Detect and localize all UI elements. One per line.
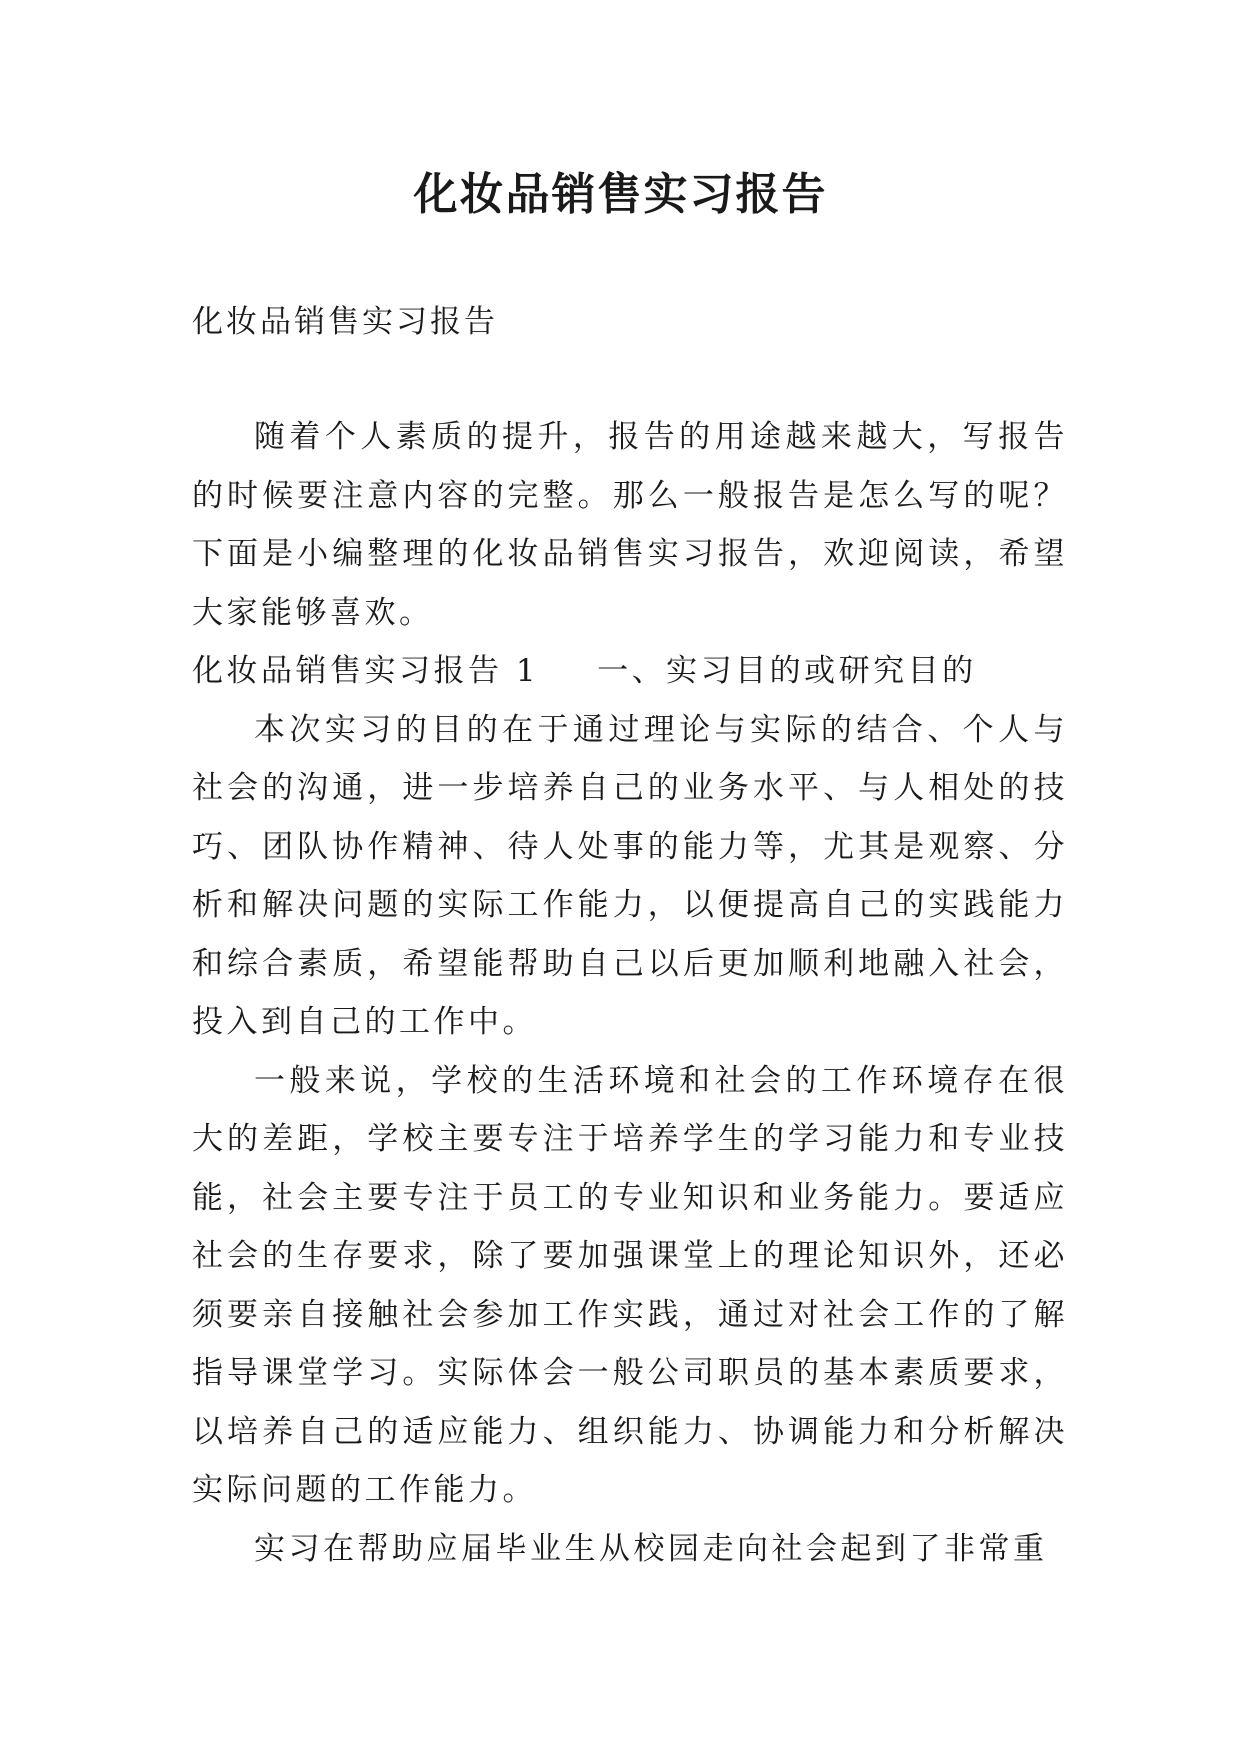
section-heading: 一、实习目的或研究目的 <box>597 653 977 689</box>
section-heading-line <box>192 642 1068 701</box>
document-body <box>192 408 1068 1578</box>
intro-paragraph: 随着个人素质的提升，报告的用途越来越大，写报告的时候要注意内容的完整。那么一般报告是怎么写的呢？下面是小编整理的化妆品销售实习报告，欢迎阅读，希望大家能够喜欢。 <box>192 419 1068 631</box>
body-paragraph-2: 一般来说，学校的生活环境和社会的工作环境存在很大的差距，学校主要专注于培养学生的学习能力和专业技能，社会主要专注于员工的专业知识和业务能力。要适应社会的生存要求，除了要加强课堂上的理论知识外，还必须要亲自接触社会参加工作实践，通过对社会工作的了解指导课堂学习。实际体会一般公司职员的基本素质要求，以培养自己的适应能力、组织能力、协调能力和分析解决实际问题的工作能力。 <box>192 1062 1068 1508</box>
document-subtitle: 化妆品销售实习报告 <box>192 304 498 340</box>
body-paragraph-1: 本次实习的目的在于通过理论与实际的结合、个人与社会的沟通，进一步培养自己的业务水平、与人相处的技巧、团队协作精神、待人处事的能力等，尤其是观察、分析和解决问题的实际工作能力，以便提高自己的实践能力和综合素质，希望能帮助自己以后更加顺利地融入社会，投入到自己的工作中。 <box>192 711 1068 1040</box>
document-title: 化妆品销售实习报告 <box>413 169 828 220</box>
body-paragraph-3: 实习在帮助应届毕业生从校园走向社会起到了非常重 <box>254 1530 1048 1567</box>
section-title: 化妆品销售实习报告 1 <box>192 653 540 689</box>
